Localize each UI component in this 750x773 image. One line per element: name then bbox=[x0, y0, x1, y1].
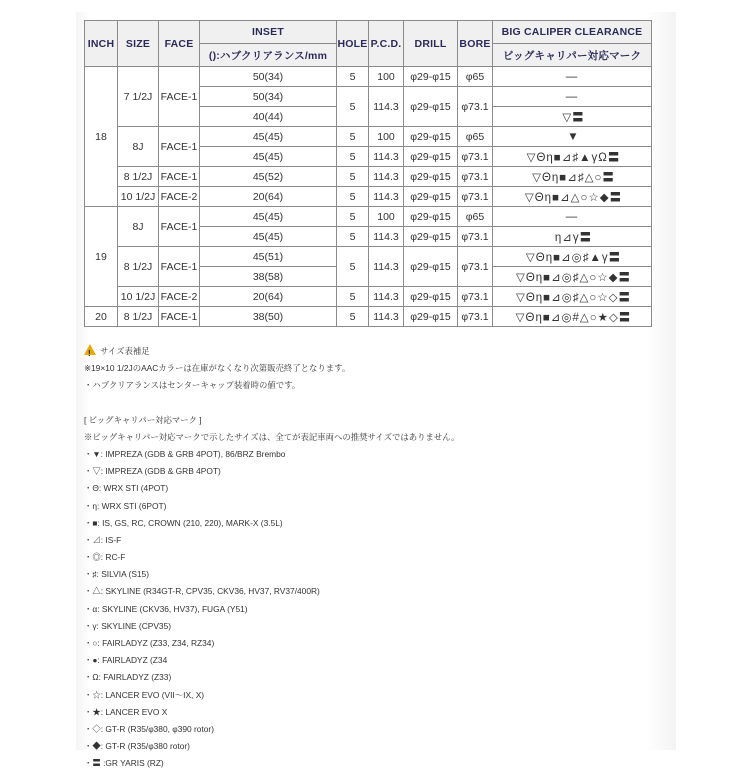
inset-cell: 45(45) bbox=[200, 207, 337, 227]
inset-cell: 38(50) bbox=[200, 307, 337, 327]
pcd-cell: 114.3 bbox=[369, 307, 404, 327]
face-cell: FACE-1 bbox=[159, 307, 200, 327]
inset-cell: 45(51) bbox=[200, 247, 337, 267]
header-big-caliper: BIG CALIPER CLEARANCE bbox=[493, 21, 652, 44]
marks-cell: — bbox=[493, 67, 652, 87]
hole-cell: 5 bbox=[337, 247, 369, 287]
bore-cell: φ73.1 bbox=[458, 187, 493, 207]
table-row bbox=[85, 307, 652, 327]
face-cell: FACE-2 bbox=[159, 287, 200, 307]
bore-cell: φ73.1 bbox=[458, 147, 493, 167]
table-row bbox=[85, 287, 652, 307]
bore-cell: φ65 bbox=[458, 207, 493, 227]
marks-cell: ▽Θη■⊿◎♯△○☆◇〓 bbox=[493, 287, 652, 307]
size-cell: 8 1/2J bbox=[118, 247, 159, 287]
pcd-cell: 100 bbox=[369, 67, 404, 87]
inset-cell: 45(45) bbox=[200, 227, 337, 247]
header-hole: HOLE bbox=[337, 21, 369, 67]
header-inset-sub: ():ハブクリアランス/mm bbox=[200, 44, 337, 67]
bore-cell: φ73.1 bbox=[458, 247, 493, 287]
hole-cell: 5 bbox=[337, 167, 369, 187]
note-line: ※19×10 1/2JのAACカラーは在庫がなくなり次第販売終了となります。 bbox=[84, 363, 351, 374]
hole-cell: 5 bbox=[337, 207, 369, 227]
hole-cell: 5 bbox=[337, 307, 369, 327]
legend-item: ・▽: IMPREZA (GDB & GRB 4POT) bbox=[84, 466, 221, 477]
legend-item: ・Ω: FAIRLADYZ (Z33) bbox=[84, 672, 172, 683]
inset-cell: 45(52) bbox=[200, 167, 337, 187]
header-face: FACE bbox=[159, 21, 200, 67]
legend-item: ・○: FAIRLADYZ (Z33, Z34, RZ34) bbox=[84, 638, 215, 648]
legend-item: ・◆: GT-R (R35/φ380 rotor) bbox=[84, 741, 190, 752]
inset-cell: 38(58) bbox=[200, 267, 337, 287]
legend-item: ・☆: LANCER EVO (VII〜IX, X) bbox=[84, 689, 205, 700]
legend-item: ・●: FAIRLADYZ (Z34 bbox=[84, 655, 168, 666]
size-cell: 8 1/2J bbox=[118, 307, 159, 327]
header-pcd: P.C.D. bbox=[369, 21, 404, 67]
header-bore: BORE bbox=[458, 21, 493, 67]
drill-cell: φ29-φ15 bbox=[404, 187, 458, 207]
size-cell: 8J bbox=[118, 207, 159, 247]
size-cell: 10 1/2J bbox=[118, 287, 159, 307]
table-row bbox=[85, 127, 652, 147]
legend-disclaimer: ※ビッグキャリパー対応マークで示したサイズは、全てが表記車両への推奨サイズではありません。 bbox=[84, 431, 460, 442]
marks-cell: — bbox=[493, 207, 652, 227]
pcd-cell: 114.3 bbox=[369, 247, 404, 287]
header-inset: INSET bbox=[200, 21, 337, 44]
inset-cell: 45(45) bbox=[200, 127, 337, 147]
legend-item: ・γ: SKYLINE (CPV35) bbox=[84, 620, 172, 631]
warning-triangle-icon bbox=[84, 344, 96, 355]
bore-cell: φ73.1 bbox=[458, 287, 493, 307]
marks-cell: ▽Θη■⊿△○☆◆〓 bbox=[493, 187, 652, 207]
size-cell: 7 1/2J bbox=[118, 67, 159, 127]
hole-cell: 5 bbox=[337, 127, 369, 147]
drill-cell: φ29-φ15 bbox=[404, 87, 458, 127]
drill-cell: φ29-φ15 bbox=[404, 287, 458, 307]
inset-cell: 50(34) bbox=[200, 87, 337, 107]
legend-item: ・α: SKYLINE (CKV36, HV37), FUGA (Y51) bbox=[84, 603, 248, 614]
hole-cell: 5 bbox=[337, 87, 369, 127]
pcd-cell: 114.3 bbox=[369, 167, 404, 187]
legend-item: ・△: SKYLINE (R34GT-R, CPV35, CKV36, HV37, RV37/400R) bbox=[84, 586, 320, 597]
pcd-cell: 114.3 bbox=[369, 287, 404, 307]
legend-item: ・η: WRX STI (6POT) bbox=[84, 500, 167, 511]
drill-cell: φ29-φ15 bbox=[404, 227, 458, 247]
legend-item: ・◇: GT-R (R35/φ380, φ390 rotor) bbox=[84, 723, 215, 734]
marks-cell: ▽Θη■⊿◎#△○★◇〓 bbox=[493, 307, 652, 327]
legend-item: ・Θ: WRX STI (4POT) bbox=[84, 483, 169, 494]
legend-item: ・▼: IMPREZA (GDB & GRB 4POT), 86/BRZ Brembo bbox=[84, 448, 286, 459]
face-cell: FACE-1 bbox=[159, 127, 200, 167]
pcd-cell: 114.3 bbox=[369, 227, 404, 247]
table-row bbox=[85, 247, 652, 267]
marks-cell: ▽Θη■⊿◎♯△○☆◆〓 bbox=[493, 267, 652, 287]
table-row bbox=[85, 187, 652, 207]
legend-item: ・★: LANCER EVO X bbox=[84, 706, 168, 717]
inset-cell: 40(44) bbox=[200, 107, 337, 127]
hole-cell: 5 bbox=[337, 187, 369, 207]
legend-item: ・■: IS, GS, RC, CROWN (210, 220), MARK-X (3.5L) bbox=[84, 517, 283, 528]
inch-cell: 19 bbox=[85, 207, 118, 307]
header-big-caliper-sub: ビッグキャリパー対応マーク bbox=[493, 44, 652, 67]
bore-cell: φ73.1 bbox=[458, 227, 493, 247]
drill-cell: φ29-φ15 bbox=[404, 307, 458, 327]
drill-cell: φ29-φ15 bbox=[404, 127, 458, 147]
drill-cell: φ29-φ15 bbox=[404, 147, 458, 167]
drill-cell: φ29-φ15 bbox=[404, 167, 458, 187]
header-size: SIZE bbox=[118, 21, 159, 67]
hole-cell: 5 bbox=[337, 287, 369, 307]
legend-item: ・⊿: IS-F bbox=[84, 534, 122, 545]
legend-item: ・♯: SILVIA (S15) bbox=[84, 569, 150, 580]
face-cell: FACE-1 bbox=[159, 167, 200, 187]
header-inch: INCH bbox=[85, 21, 118, 67]
legend-title: [ ビッグキャリパー対応マーク ] bbox=[84, 414, 202, 425]
bore-cell: φ65 bbox=[458, 67, 493, 87]
hole-cell: 5 bbox=[337, 227, 369, 247]
pcd-cell: 114.3 bbox=[369, 147, 404, 167]
marks-cell: η⊿γ〓 bbox=[493, 227, 652, 247]
face-cell: FACE-1 bbox=[159, 247, 200, 287]
table-row bbox=[85, 67, 652, 87]
inset-cell: 45(45) bbox=[200, 147, 337, 167]
marks-cell: ▼ bbox=[493, 127, 652, 147]
drill-cell: φ29-φ15 bbox=[404, 247, 458, 287]
legend-item: ・〓 :GR YARIS (RZ) bbox=[84, 758, 164, 769]
pcd-cell: 100 bbox=[369, 127, 404, 147]
wheel-spec-table bbox=[84, 20, 652, 327]
marks-cell: ▽Θη■⊿◎♯▲γ〓 bbox=[493, 247, 652, 267]
inch-cell: 20 bbox=[85, 307, 118, 327]
size-cell: 10 1/2J bbox=[118, 187, 159, 207]
size-cell: 8 1/2J bbox=[118, 167, 159, 187]
bore-cell: φ73.1 bbox=[458, 87, 493, 127]
marks-cell: ▽Θη■⊿♯▲γΩ〓 bbox=[493, 147, 652, 167]
notes-title bbox=[84, 343, 459, 360]
inset-cell: 50(34) bbox=[200, 67, 337, 87]
marks-cell: ▽Θη■⊿♯△○〓 bbox=[493, 167, 652, 187]
notes-title-text: サイズ表補足 bbox=[100, 346, 150, 356]
hole-cell: 5 bbox=[337, 67, 369, 87]
pcd-cell: 100 bbox=[369, 207, 404, 227]
drill-cell: φ29-φ15 bbox=[404, 67, 458, 87]
inset-cell: 20(64) bbox=[200, 187, 337, 207]
header-drill: DRILL bbox=[404, 21, 458, 67]
face-cell: FACE-2 bbox=[159, 187, 200, 207]
notes-section bbox=[84, 343, 459, 773]
table-row bbox=[85, 207, 652, 227]
face-cell: FACE-1 bbox=[159, 67, 200, 127]
hole-cell: 5 bbox=[337, 147, 369, 167]
table-row bbox=[85, 167, 652, 187]
inch-cell: 18 bbox=[85, 67, 118, 207]
note-line: ・ハブクリアランスはセンターキャップ装着時の値です。 bbox=[84, 380, 301, 391]
legend-item: ・◎: RC-F bbox=[84, 552, 126, 563]
face-cell: FACE-1 bbox=[159, 207, 200, 247]
drill-cell: φ29-φ15 bbox=[404, 207, 458, 227]
bore-cell: φ65 bbox=[458, 127, 493, 147]
marks-cell: ▽〓 bbox=[493, 107, 652, 127]
bore-cell: φ73.1 bbox=[458, 167, 493, 187]
pcd-cell: 114.3 bbox=[369, 187, 404, 207]
pcd-cell: 114.3 bbox=[369, 87, 404, 127]
inset-cell: 20(64) bbox=[200, 287, 337, 307]
size-cell: 8J bbox=[118, 127, 159, 167]
marks-cell: — bbox=[493, 87, 652, 107]
bore-cell: φ73.1 bbox=[458, 307, 493, 327]
